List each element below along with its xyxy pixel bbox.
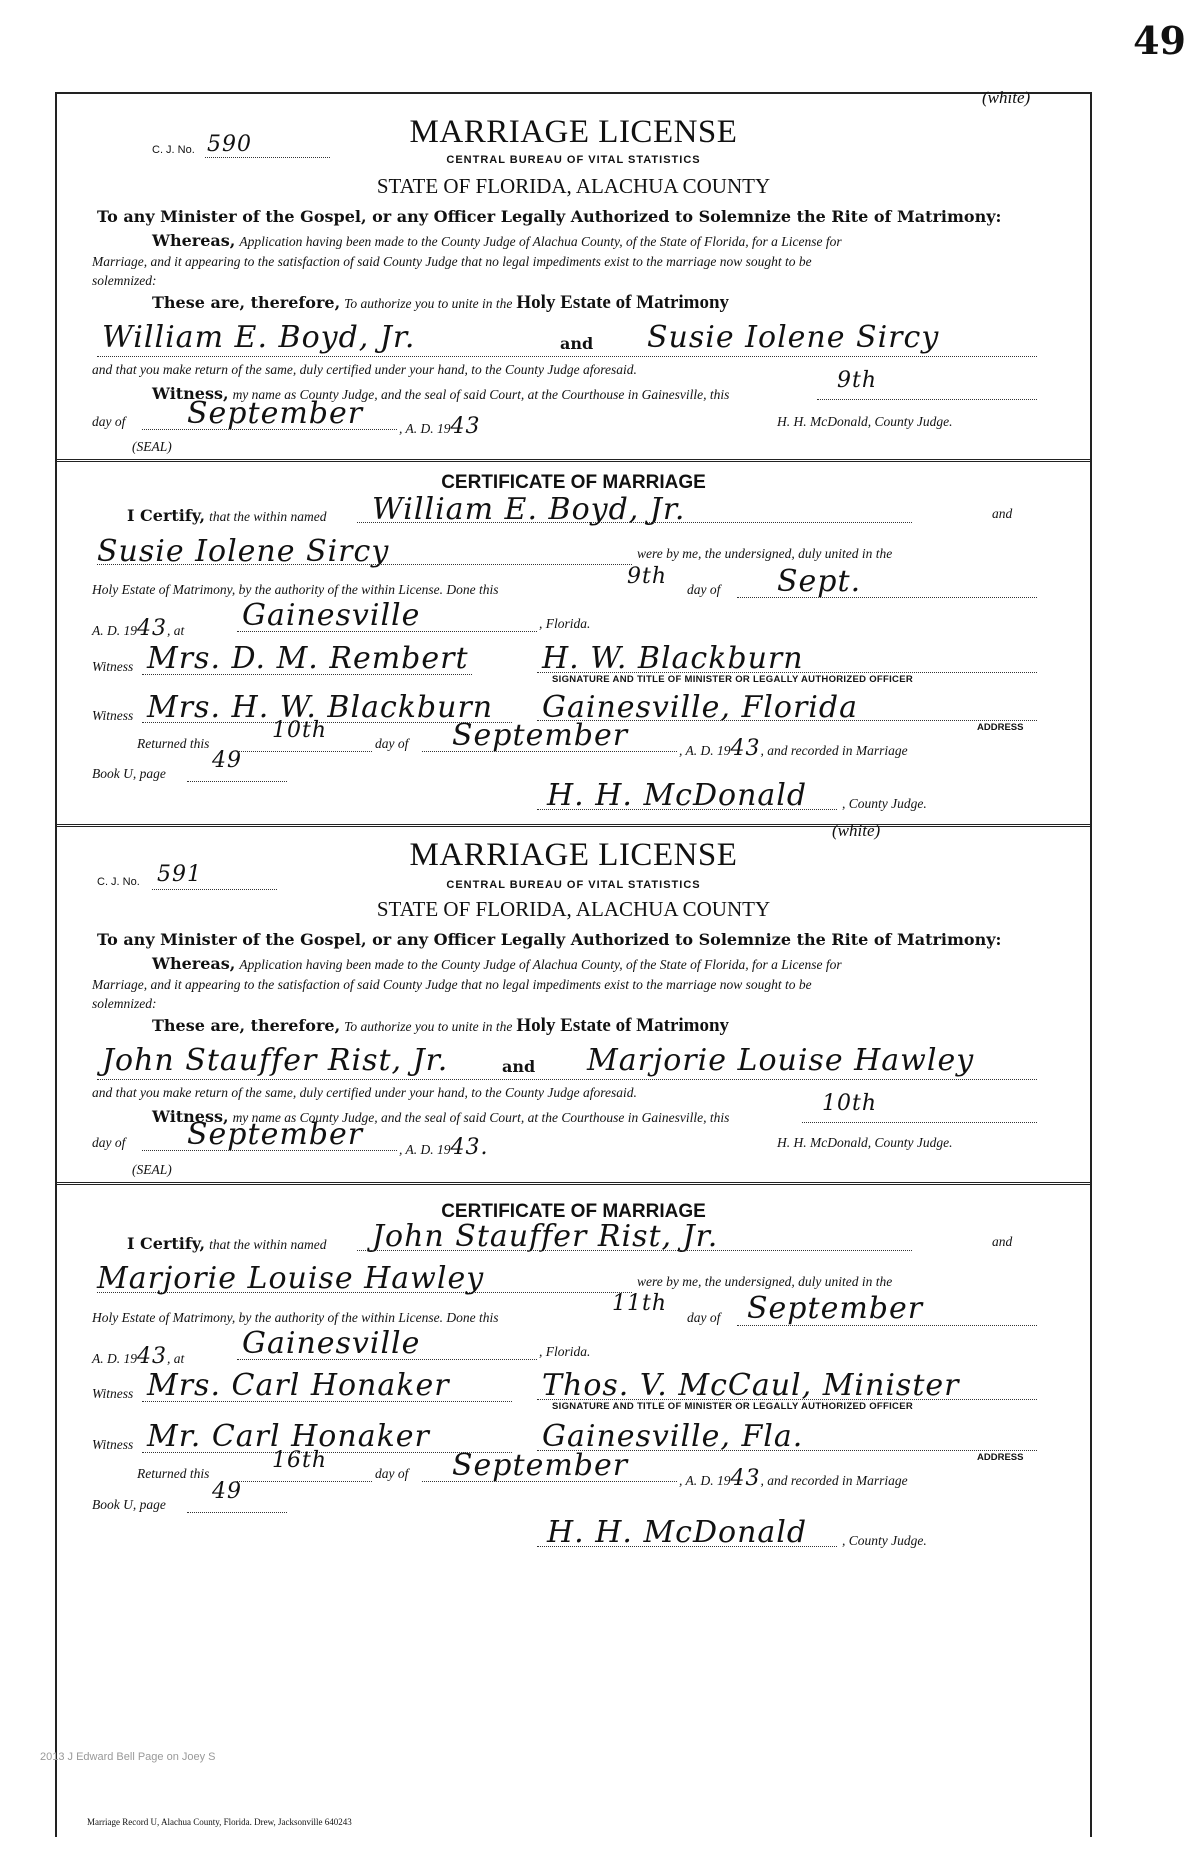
cj-label: C. J. No. — [152, 144, 195, 156]
seal-label: (SEAL) — [132, 1162, 172, 1177]
cert-done-day: 9th — [627, 564, 668, 589]
state-county-line: STATE OF FLORIDA, ALACHUA COUNTY — [376, 174, 771, 198]
holy-authority-line: Holy Estate of Matrimony, by the authority of the within License. Done this — [92, 1310, 499, 1325]
bride-name: Marjorie Louise Hawley — [587, 1043, 975, 1078]
cert-day-of: day of — [687, 582, 721, 597]
united-line: were by me, the undersigned, duly united in the — [637, 546, 893, 561]
cert-place: Gainesville — [242, 598, 421, 633]
these-line: These are, therefore, To authorize you to unite in the Holy Estate of Matrimony — [152, 1015, 730, 1036]
certificate-title: CERTIFICATE OF MARRIAGE — [441, 1201, 706, 1222]
license-title: MARRIAGE LICENSE — [409, 837, 738, 873]
book-page-label: Book U, page — [92, 1497, 166, 1512]
witness-2-label: Witness — [92, 1437, 134, 1452]
record-page — [55, 88, 1092, 1837]
license-ad: , A. D. 1943 — [399, 414, 481, 439]
address-caption: ADDRESS — [977, 1452, 1024, 1463]
address-caption: ADDRESS — [977, 722, 1024, 733]
cert-ad-line: A. D. 1943, at — [92, 1344, 185, 1369]
cert-and: and — [992, 1234, 1013, 1249]
whereas-line-2: Marriage, and it appearing to the satisfaction of said County Judge that no legal impediments exist to the marriage now sought to be — [92, 254, 812, 269]
and-word: and — [560, 334, 594, 353]
witness-2-name: Mrs. H. W. Blackburn — [147, 690, 494, 725]
judge-signature: H. H. McDonald, County Judge. — [777, 1135, 953, 1150]
cert-place: Gainesville — [242, 1326, 421, 1361]
license-day: 10th — [822, 1091, 878, 1116]
day-of-label: day of — [92, 1135, 126, 1150]
returned-month: September — [452, 1448, 629, 1483]
bureau-line: CENTRAL BUREAU OF VITAL STATISTICS — [446, 154, 701, 166]
cert-florida: , Florida. — [539, 616, 591, 631]
witness-2-name: Mr. Carl Honaker — [147, 1419, 430, 1454]
cj-number: 590 — [207, 132, 252, 157]
witness-1-label: Witness — [92, 659, 134, 674]
addressee-line: To any Minister of the Gospel, or any Officer Legally Authorized to Solemnize the Rite of Matrimony: — [97, 207, 1002, 226]
certify-line: I Certify, that the within named — [127, 506, 327, 525]
cert-bride-name: Marjorie Louise Hawley — [97, 1261, 485, 1296]
returned-day: 16th — [272, 1448, 328, 1473]
officer-caption: SIGNATURE AND TITLE OF MINISTER OR LEGALLY AUTHORIZED OFFICER — [552, 1401, 914, 1412]
returned-label: Returned this — [137, 736, 210, 751]
certify-line: I Certify, that the within named — [127, 1234, 327, 1253]
license-month: September — [187, 396, 364, 431]
judge-handwritten: H. H. McDonald — [547, 778, 808, 813]
cj-label: C. J. No. — [97, 876, 140, 888]
witness-1-name: Mrs. D. M. Rembert — [147, 641, 469, 676]
cert-florida: , Florida. — [539, 1344, 591, 1359]
holy-authority-line: Holy Estate of Matrimony, by the authority of the within License. Done this — [92, 582, 499, 597]
day-of-label: day of — [92, 414, 126, 429]
bureau-line: CENTRAL BUREAU OF VITAL STATISTICS — [446, 879, 701, 891]
return-line: and that you make return of the same, duly certified under your hand, to the County Judge aforesaid. — [92, 362, 637, 377]
returned-month: September — [452, 718, 629, 753]
cert-and: and — [992, 506, 1013, 521]
returned-label: Returned this — [137, 1466, 210, 1481]
officer-signature: Thos. V. McCaul, Minister — [542, 1368, 960, 1403]
county-judge-label: , County Judge. — [842, 1533, 927, 1548]
groom-name: William E. Boyd, Jr. — [102, 320, 416, 355]
returned-day-of: day of — [375, 736, 409, 751]
book-page-label: Book U, page — [92, 766, 166, 781]
returned-ad-line: , A. D. 1943, and recorded in Marriage — [679, 736, 908, 761]
officer-caption: SIGNATURE AND TITLE OF MINISTER OR LEGALLY AUTHORIZED OFFICER — [552, 674, 914, 685]
returned-ad-line: , A. D. 1943, and recorded in Marriage — [679, 1466, 908, 1491]
license-title: MARRIAGE LICENSE — [409, 114, 738, 150]
cert-groom-name: William E. Boyd, Jr. — [372, 492, 686, 527]
officer-signature: H. W. Blackburn — [542, 641, 804, 676]
witness-1-name: Mrs. Carl Honaker — [147, 1368, 450, 1403]
certificate-title: CERTIFICATE OF MARRIAGE — [441, 472, 706, 493]
witness-line: Witness, my name as County Judge, and the seal of said Court, at the Courthouse in Gainesville, this — [152, 1107, 730, 1126]
license-section-2 — [57, 821, 1090, 1839]
addressee-line: To any Minister of the Gospel, or any Officer Legally Authorized to Solemnize the Rite of Matrimony: — [97, 930, 1002, 949]
page-number: 49 — [1133, 18, 1186, 63]
cert-groom-name: John Stauffer Rist, Jr. — [372, 1219, 719, 1254]
cert-day-of: day of — [687, 1310, 721, 1325]
return-line: and that you make return of the same, duly certified under your hand, to the County Judge aforesaid. — [92, 1085, 637, 1100]
footer-imprint: Marriage Record U, Alachua County, Florida. Drew, Jacksonville 640243 — [87, 1817, 352, 1827]
whereas-line-2: Marriage, and it appearing to the satisfaction of said County Judge that no legal impediments exist to the marriage now sought to be — [92, 977, 812, 992]
state-county-line: STATE OF FLORIDA, ALACHUA COUNTY — [376, 897, 771, 921]
cert-done-day: 11th — [612, 1291, 668, 1316]
cert-done-month: September — [747, 1291, 924, 1326]
license-month: September — [187, 1117, 364, 1152]
license-day: 9th — [837, 368, 878, 393]
whereas-line-1: Whereas, Application having been made to the County Judge of Alachua County, of the State of Florida, for a License for — [152, 231, 842, 250]
cert-ad-line: A. D. 1943, at — [92, 616, 185, 641]
license-ad: , A. D. 1943. — [399, 1135, 489, 1160]
seal-label: (SEAL) — [132, 439, 172, 454]
watermark: 2013 J Edward Bell Page on Joey S — [40, 1751, 216, 1763]
bride-name: Susie Iolene Sircy — [647, 320, 940, 355]
whereas-line-1: Whereas, Application having been made to the County Judge of Alachua County, of the State of Florida, for a License for — [152, 954, 842, 973]
county-judge-label: , County Judge. — [842, 796, 927, 811]
witness-1-label: Witness — [92, 1386, 134, 1401]
cert-bride-name: Susie Iolene Sircy — [97, 534, 390, 569]
witness-2-label: Witness — [92, 708, 134, 723]
and-word: and — [502, 1057, 536, 1076]
license-section-1 — [57, 88, 1090, 954]
cert-done-month: Sept. — [777, 564, 862, 599]
race-note: (white) — [982, 88, 1031, 107]
race-note: (white) — [832, 821, 881, 840]
judge-signature: H. H. McDonald, County Judge. — [777, 414, 953, 429]
these-line: These are, therefore, To authorize you to unite in the Holy Estate of Matrimony — [152, 292, 730, 313]
cj-number: 591 — [157, 862, 202, 887]
officer-address: Gainesville, Florida — [542, 690, 858, 725]
book-page-number: 49 — [212, 1479, 242, 1504]
whereas-line-3: solemnized: — [92, 996, 157, 1011]
witness-line: Witness, my name as County Judge, and the seal of said Court, at the Courthouse in Gainesville, this — [152, 384, 730, 403]
returned-day-of: day of — [375, 1466, 409, 1481]
returned-day: 10th — [272, 718, 328, 743]
whereas-line-3: solemnized: — [92, 273, 157, 288]
officer-address: Gainesville, Fla. — [542, 1419, 804, 1454]
judge-handwritten: H. H. McDonald — [547, 1515, 808, 1550]
groom-name: John Stauffer Rist, Jr. — [102, 1043, 449, 1078]
book-page-number: 49 — [212, 748, 242, 773]
united-line: were by me, the undersigned, duly united in the — [637, 1274, 893, 1289]
